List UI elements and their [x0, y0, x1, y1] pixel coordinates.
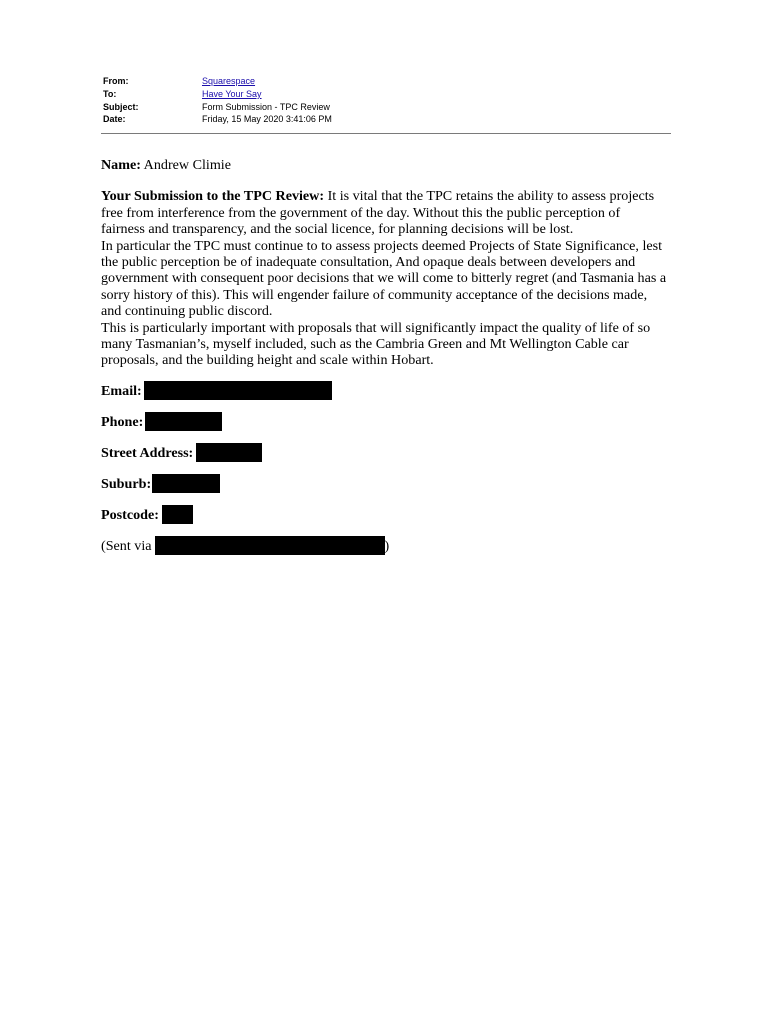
suburb-redaction: [152, 474, 220, 493]
from-label: From:: [103, 76, 129, 86]
name-line: [101, 157, 667, 173]
to-label: To:: [103, 88, 117, 99]
review-label: Your Submission to the TPC Review:: [101, 188, 325, 205]
name-label: Name:: [101, 157, 141, 173]
phone-label: Phone:: [101, 413, 144, 430]
sent-via-suffix: ): [384, 537, 390, 554]
submission-paragraph-1: [101, 188, 667, 237]
email-line: [101, 381, 667, 401]
postcode-redaction: [162, 505, 193, 524]
paragraph-1-text: It is vital that the TPC retains the ability to assess projects free from interference from the government of the day. Without this the public perception of fairness and transparency, and the social licence, for planning decisions will be lost.: [101, 188, 655, 238]
postcode-line: [101, 505, 667, 525]
street-address-line: [101, 443, 667, 463]
submission-paragraph-2: In particular the TPC must continue to to assess projects deemed Projects of State Significance, lest the public perception be of inadequate consultation, And opaque deals between developers and government with consequent poor decisions that we will come to bitterly regret (and Tasmania has a sorry history of this). This will engender failure of community acceptance of the decisions made, and continuing public discord.: [101, 237, 667, 320]
suburb-label: Suburb:: [101, 475, 152, 492]
header-divider: [101, 133, 671, 134]
date-label: Date:: [103, 114, 126, 125]
subject-value: Form Submission - TPC Review: [202, 101, 330, 112]
date-value: Friday, 15 May 2020 3:41:06 PM: [202, 114, 332, 125]
phone-redaction: [145, 412, 222, 431]
subject-row: [103, 101, 671, 114]
subject-label: Subject:: [103, 101, 139, 112]
postcode-label: Postcode:: [101, 506, 159, 523]
street-address-redaction: [196, 443, 262, 462]
phone-line: [101, 412, 667, 432]
date-row: [103, 113, 671, 126]
to-link[interactable]: Have Your Say: [202, 88, 262, 99]
from-link[interactable]: Squarespace: [202, 76, 256, 86]
email-header: [103, 75, 671, 126]
street-address-label: Street Address:: [101, 444, 194, 461]
submission-body: [101, 157, 667, 556]
submission-paragraph-3: This is particularly important with proposals that will significantly impact the quality of life of so many Tasmanian’s, myself included, such as the Cambria Green and Mt Wellington Cable car proposals, and the building height and scale within Hobart.: [101, 319, 651, 369]
sent-via-redaction: [155, 536, 385, 555]
sent-via-line: [101, 536, 667, 556]
email-label: Email:: [101, 382, 142, 399]
from-row: [103, 75, 671, 88]
name-value: Andrew Climie: [143, 157, 231, 173]
to-row: [103, 88, 671, 101]
suburb-line: [101, 474, 667, 494]
email-redaction: [144, 381, 332, 400]
sent-via-prefix: (Sent via: [101, 537, 152, 554]
